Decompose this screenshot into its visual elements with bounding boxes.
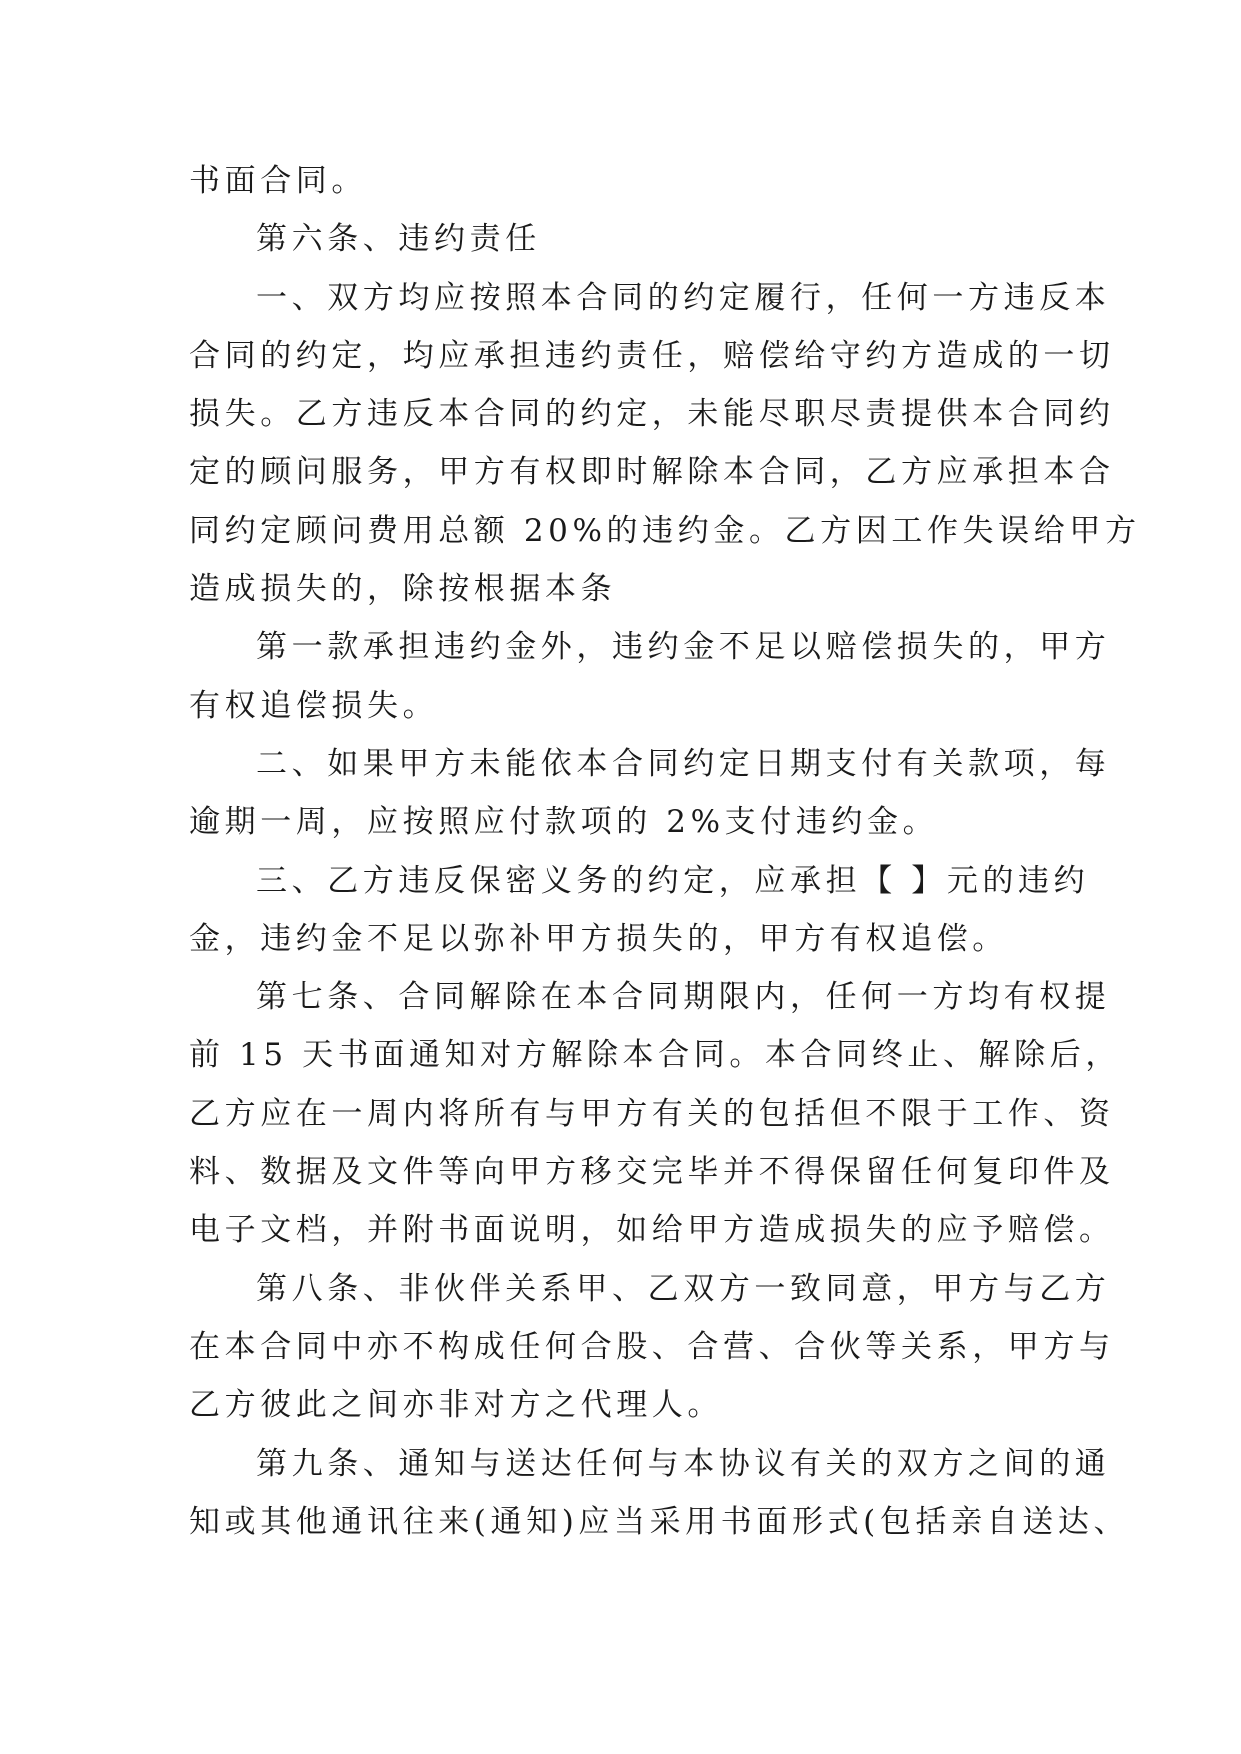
text-line: 乙方彼此之间亦非对方之代理人。 [189, 1387, 723, 1424]
text-line: 第八条、非伙伴关系甲、乙双方一致同意，甲方与乙方 [256, 1270, 1111, 1307]
text-line: 前 15 天书面通知对方解除本合同。本合同终止、解除后， [189, 1037, 1121, 1074]
text-line: 书面合同。 [189, 163, 367, 199]
text-line: 合同的约定，均应承担违约责任，赔偿给守约方造成的一切 [189, 337, 1115, 374]
text-line: 有权追偿损失。 [189, 687, 439, 724]
text-line: 二、如果甲方未能依本合同约定日期支付有关款项，每 [256, 745, 1111, 782]
text-line: 造成损失的，除按根据本条 [189, 571, 617, 608]
text-line: 逾期一周，应按照应付款项的 2%支付违约金。 [189, 804, 939, 841]
contract-text [189, 152, 1141, 1551]
text-line: 第七条、合同解除在本合同期限内，任何一方均有权提 [256, 979, 1111, 1016]
text-line: 第一款承担违约金外，违约金不足以赔偿损失的，甲方 [256, 629, 1111, 666]
text-line: 同约定顾问费用总额 20%的违约金。乙方因工作失误给甲方 [189, 512, 1141, 549]
text-line: 一、双方均应按照本合同的约定履行，任何一方违反本 [256, 279, 1111, 316]
text-line: 损失。乙方违反本合同的约定，未能尽职尽责提供本合同约 [189, 396, 1115, 433]
text-line: 料、数据及文件等向甲方移交完毕并不得保留任何复印件及 [189, 1154, 1115, 1191]
text-line: 乙方应在一周内将所有与甲方有关的包括但不限于工作、资 [189, 1095, 1115, 1132]
text-line: 金，违约金不足以弥补甲方损失的，甲方有权追偿。 [189, 920, 1008, 957]
text-line: 第六条、违约责任 [256, 221, 541, 258]
text-line: 在本合同中亦不构成任何合股、合营、合伙等关系，甲方与 [189, 1328, 1115, 1365]
text-line: 电子文档，并附书面说明，如给甲方造成损失的应予赔偿。 [189, 1212, 1115, 1249]
text-line: 第九条、通知与送达任何与本协议有关的双方之间的通 [256, 1445, 1111, 1482]
text-line: 定的顾问服务，甲方有权即时解除本合同，乙方应承担本合 [189, 454, 1115, 491]
text-line: 知或其他通讯往来(通知)应当采用书面形式(包括亲自送达、 [189, 1503, 1130, 1540]
text-line: 三、乙方违反保密义务的约定，应承担【 】元的违约 [256, 862, 1090, 899]
